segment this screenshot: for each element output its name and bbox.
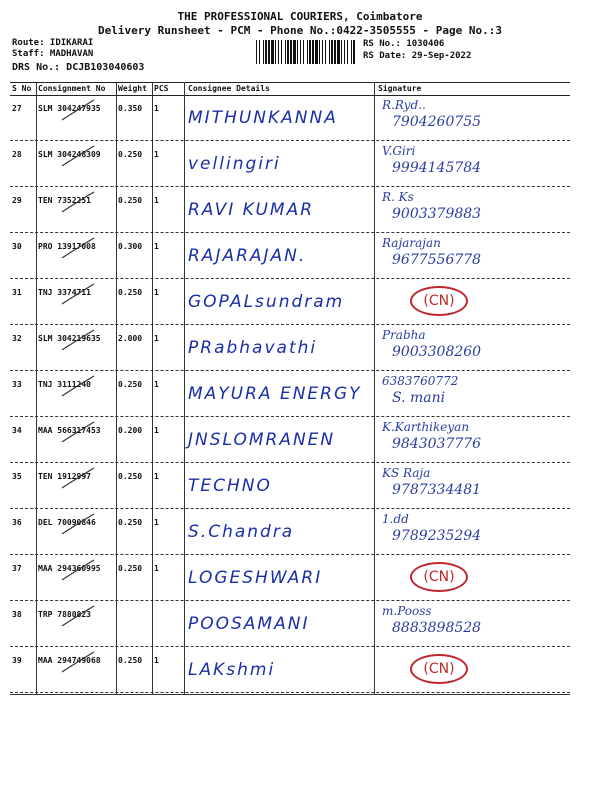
- consignee-name: MAYURA ENERGY: [188, 384, 362, 404]
- row-sno: 34: [12, 426, 22, 435]
- row-separator: [10, 554, 570, 555]
- table-row: [10, 372, 570, 417]
- row-weight: 0.250: [118, 380, 143, 389]
- col-consignment: Consignment No: [38, 84, 106, 93]
- signature-text: 1.dd: [382, 512, 409, 526]
- row-separator: [10, 416, 570, 417]
- col-sno: S No: [12, 84, 32, 93]
- receiver-phone: 9787334481: [392, 482, 482, 498]
- signature-text: m.Pooss: [382, 604, 432, 618]
- row-consignment-no: TNJ 3374711: [38, 288, 91, 297]
- check-mark-icon: [58, 236, 98, 264]
- check-mark-icon: [58, 374, 98, 402]
- receiver-phone: 9003379883: [392, 206, 482, 222]
- row-weight: 0.250: [118, 196, 143, 205]
- table-bottom-rule: [10, 694, 570, 695]
- receiver-phone: 7904260755: [392, 114, 482, 130]
- row-consignment-no: PRO 13917008: [38, 242, 96, 251]
- receiver-phone: 9843037776: [392, 436, 482, 452]
- row-pcs: 1: [154, 196, 159, 205]
- consignee-name: PRabhavathi: [188, 338, 318, 358]
- row-weight: 0.300: [118, 242, 143, 251]
- consignee-name: S.Chandra: [188, 522, 295, 542]
- row-separator: [10, 140, 570, 141]
- route-label: Route: IDIKARAI: [12, 38, 94, 48]
- signature-text: K.Karthikeyan: [382, 420, 470, 434]
- consignee-name: GOPALsundram: [188, 292, 345, 312]
- receiver-phone: 9677556778: [392, 252, 482, 268]
- row-separator: [10, 232, 570, 233]
- barcode-icon: [256, 40, 356, 64]
- row-consignment-no: TRP 7880823: [38, 610, 91, 619]
- receiver-phone: 9789235294: [392, 528, 482, 544]
- row-consignment-no: TEN 1912997: [38, 472, 91, 481]
- row-consignment-no: MAA 294749068: [38, 656, 101, 665]
- row-pcs: 1: [154, 426, 159, 435]
- check-mark-icon: [58, 604, 98, 632]
- row-weight: 0.250: [118, 472, 143, 481]
- row-sno: 33: [12, 380, 22, 389]
- check-mark-icon: [58, 98, 98, 126]
- row-weight: 0.200: [118, 426, 143, 435]
- table-row: [10, 234, 570, 279]
- row-pcs: 1: [154, 242, 159, 251]
- col-consignee: Consignee Details: [188, 84, 270, 93]
- row-pcs: 1: [154, 656, 159, 665]
- consignee-name: MITHUNKANNA: [188, 108, 338, 128]
- cn-stamp: (CN): [410, 286, 468, 316]
- row-pcs: 1: [154, 518, 159, 527]
- signature-text: V.Giri: [382, 144, 416, 158]
- row-weight: 0.250: [118, 656, 143, 665]
- row-sno: 39: [12, 656, 22, 665]
- table-row: [10, 648, 570, 693]
- row-sno: 36: [12, 518, 22, 527]
- row-pcs: 1: [154, 380, 159, 389]
- column-header-row: [10, 82, 570, 96]
- consignee-name: JNSLOMRANEN: [188, 430, 336, 450]
- consignee-name: LAKshmi: [188, 660, 276, 680]
- row-weight: 0.250: [118, 564, 143, 573]
- cn-stamp: (CN): [410, 654, 468, 684]
- row-sno: 35: [12, 472, 22, 481]
- receiver-phone: 9994145784: [392, 160, 482, 176]
- signature-text: Rajarajan: [382, 236, 441, 250]
- table-row: [10, 510, 570, 555]
- table-row: [10, 556, 570, 601]
- check-mark-icon: [58, 650, 98, 678]
- row-consignment-no: SLM 304248309: [38, 150, 101, 159]
- table-row: [10, 280, 570, 325]
- check-mark-icon: [58, 466, 98, 494]
- cn-stamp: (CN): [410, 562, 468, 592]
- consignee-name: RAJARAJAN.: [188, 246, 307, 266]
- row-sno: 27: [12, 104, 22, 113]
- row-separator: [10, 692, 570, 693]
- row-pcs: 1: [154, 288, 159, 297]
- rs-date: RS Date: 29-Sep-2022: [363, 51, 472, 61]
- runsheet-header: [0, 0, 600, 80]
- table-row: [10, 602, 570, 647]
- check-mark-icon: [58, 190, 98, 218]
- table-row: [10, 418, 570, 463]
- row-weight: 0.250: [118, 518, 143, 527]
- row-weight: 0.350: [118, 104, 143, 113]
- row-sno: 30: [12, 242, 22, 251]
- col-signature: Signature: [378, 84, 422, 93]
- row-consignment-no: DEL 70090846: [38, 518, 96, 527]
- row-weight: 0.250: [118, 150, 143, 159]
- check-mark-icon: [58, 420, 98, 448]
- row-separator: [10, 646, 570, 647]
- check-mark-icon: [58, 558, 98, 586]
- row-sno: 28: [12, 150, 22, 159]
- table-row: [10, 464, 570, 509]
- table-row: [10, 326, 570, 371]
- row-pcs: 1: [154, 334, 159, 343]
- row-separator: [10, 600, 570, 601]
- consignee-name: vellingiri: [188, 154, 281, 174]
- row-consignment-no: TEN 7352251: [38, 196, 91, 205]
- check-mark-icon: [58, 144, 98, 172]
- consignee-name: POOSAMANI: [188, 614, 310, 634]
- row-sno: 29: [12, 196, 22, 205]
- row-consignment-no: MAA 566317453: [38, 426, 101, 435]
- row-separator: [10, 186, 570, 187]
- table-row: [10, 142, 570, 187]
- check-mark-icon: [58, 328, 98, 356]
- row-sno: 32: [12, 334, 22, 343]
- consignee-name: LOGESHWARI: [188, 568, 323, 588]
- receiver-phone: 8883898528: [392, 620, 482, 636]
- receiver-phone: S. mani: [392, 390, 446, 406]
- drs-number: DRS No.: DCJB103040603: [12, 62, 145, 73]
- row-consignment-no: SLM 304219635: [38, 334, 101, 343]
- table-row: [10, 188, 570, 233]
- row-pcs: 1: [154, 150, 159, 159]
- check-mark-icon: [58, 282, 98, 310]
- table-row: [10, 96, 570, 141]
- consignee-name: TECHNO: [188, 476, 272, 496]
- row-sno: 38: [12, 610, 22, 619]
- receiver-phone: 9003308260: [392, 344, 482, 360]
- signature-text: Prabha: [382, 328, 426, 342]
- row-weight: 2.000: [118, 334, 143, 343]
- company-title: THE PROFESSIONAL COURIERS, Coimbatore: [177, 10, 423, 23]
- row-pcs: 1: [154, 564, 159, 573]
- rs-number: RS No.: 1030406: [363, 39, 445, 49]
- row-sno: 31: [12, 288, 22, 297]
- row-separator: [10, 508, 570, 509]
- row-pcs: 1: [154, 472, 159, 481]
- row-pcs: 1: [154, 104, 159, 113]
- row-sno: 37: [12, 564, 22, 573]
- col-weight: Weight: [118, 84, 147, 93]
- row-consignment-no: MAA 294360995: [38, 564, 101, 573]
- consignee-name: RAVI KUMAR: [188, 200, 315, 220]
- row-weight: 0.250: [118, 288, 143, 297]
- col-pcs: PCS: [154, 84, 169, 93]
- signature-text: 6383760772: [382, 374, 459, 388]
- row-separator: [10, 324, 570, 325]
- signature-text: KS Raja: [382, 466, 431, 480]
- row-consignment-no: TNJ 3111240: [38, 380, 91, 389]
- signature-text: R. Ks: [382, 190, 414, 204]
- signature-text: R.Ryd..: [382, 98, 426, 112]
- check-mark-icon: [58, 512, 98, 540]
- row-separator: [10, 278, 570, 279]
- row-consignment-no: SLM 304247935: [38, 104, 101, 113]
- staff-label: Staff: MADHAVAN: [12, 49, 94, 59]
- row-separator: [10, 370, 570, 371]
- runsheet-subtitle: Delivery Runsheet - PCM - Phone No.:0422-3505555 - Page No.:3: [98, 24, 502, 37]
- row-separator: [10, 462, 570, 463]
